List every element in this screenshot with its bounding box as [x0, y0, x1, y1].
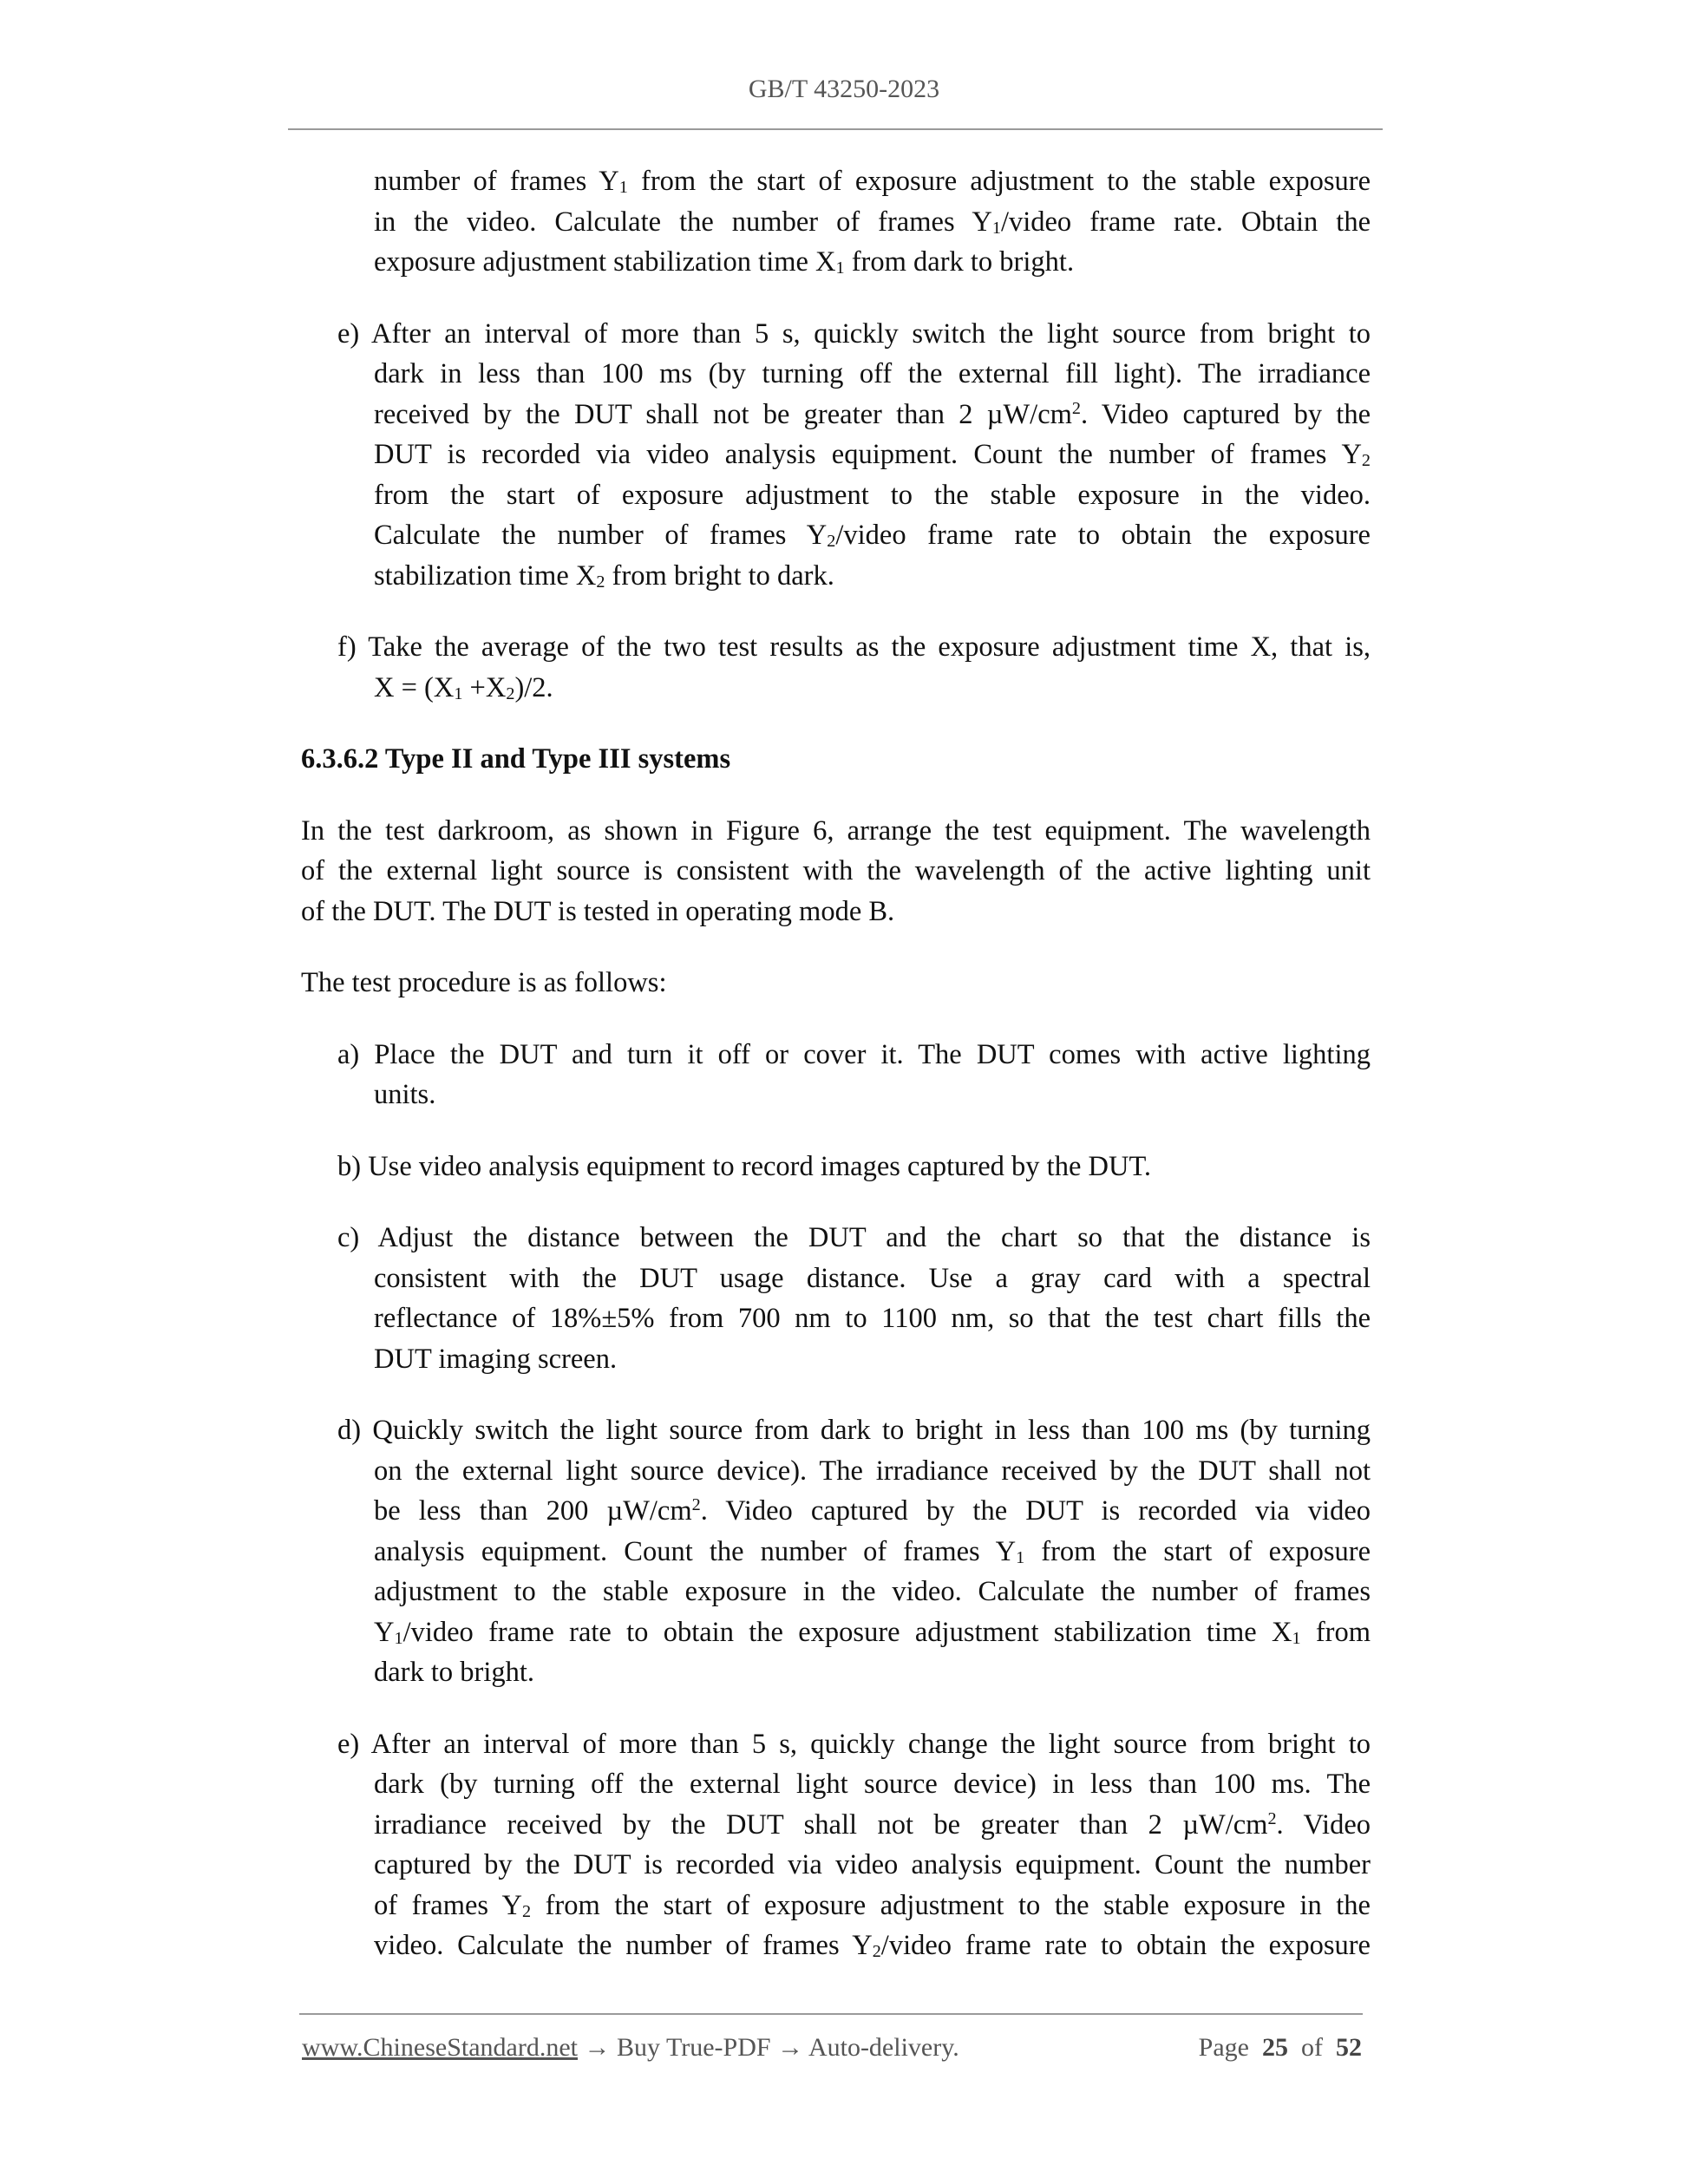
list-item [301, 314, 1371, 597]
text-line [337, 1410, 1371, 1451]
text-run: from the start of exposure adjustment to the stable exposure in the [531, 1889, 1371, 1921]
list-item [301, 1218, 1371, 1379]
subscript: 2 [521, 1901, 532, 1921]
buy-pdf-text: Buy True-PDF [617, 2033, 771, 2062]
text-run: captured by the DUT is recorded via video analysis equipment. Count the number [374, 1849, 1371, 1880]
text-run: Calculate the number of frames Y [374, 520, 828, 551]
text-run: /video frame rate to obtain the exposure [880, 1930, 1371, 1961]
of-label: of [1301, 2033, 1323, 2062]
text-line [374, 1764, 1371, 1805]
supscript: 2 [1267, 1808, 1277, 1828]
text-run: video. Calculate the number of frames Y [374, 1930, 873, 1961]
text-line [374, 1845, 1371, 1886]
subscript: 2 [827, 532, 836, 552]
text-run: 6.3.6.2 Type II and Type III systems [301, 743, 731, 775]
text-run: e) After an interval of more than 5 s, quickly change the light source from bright to [337, 1728, 1371, 1760]
text-run: d) Quickly switch the light source from dark to bright in less than 100 ms (by turning [337, 1415, 1371, 1446]
text-run: from dark to bright. [844, 246, 1075, 278]
text-run: of frames Y [374, 1889, 522, 1921]
text-run: of the DUT. The DUT is tested in operating mode B. [301, 895, 895, 927]
header-divider [288, 128, 1383, 130]
page-total: 52 [1336, 2033, 1362, 2062]
text-line [374, 1339, 1371, 1380]
paragraph [301, 963, 1371, 1004]
text-line [374, 1572, 1371, 1612]
footer-divider [299, 2013, 1363, 2015]
text-run: e) After an interval of more than 5 s, quickly switch the light source from bright to [337, 317, 1371, 350]
text-line [374, 1259, 1371, 1299]
text-run: . Video [1276, 1808, 1371, 1841]
text-line [374, 161, 1371, 202]
text-run: from bright to dark. [605, 559, 834, 592]
page-indicator [1199, 2033, 1362, 2063]
list-item-continuation [301, 161, 1371, 283]
list-item [301, 1147, 1371, 1187]
arrow-right-icon: → [777, 2033, 804, 2062]
text-run: dark to bright. [374, 1657, 535, 1688]
text-run: units. [374, 1079, 436, 1110]
text-run: a) Place the DUT and turn it off or cover it. The DUT comes with active lighting [337, 1038, 1371, 1070]
text-line [374, 1075, 1371, 1115]
text-run: /video frame rate. Obtain the [1000, 206, 1371, 238]
text-line [374, 1652, 1371, 1693]
text-line [374, 395, 1371, 435]
subscript: 1 [991, 218, 1001, 238]
text-line [374, 1298, 1371, 1339]
auto-delivery-text: Auto-delivery. [808, 2033, 959, 2062]
text-line [374, 354, 1371, 395]
arrow-right-icon: → [584, 2033, 611, 2062]
text-run: The test procedure is as follows: [301, 967, 667, 998]
text-line [374, 668, 1371, 709]
text-line [301, 739, 1371, 780]
text-run: +X [462, 671, 507, 703]
supscript: 2 [1071, 398, 1081, 418]
text-run: dark in less than 100 ms (by turning off the external fill light). The irradiance [374, 358, 1371, 389]
text-line [374, 556, 1371, 597]
text-run: X = (X [374, 671, 455, 703]
supscript: 2 [691, 1494, 701, 1514]
site-link[interactable]: www.ChineseStandard.net [302, 2033, 578, 2062]
text-run: exposure adjustment stabilization time X [374, 246, 836, 278]
footer-promo [302, 2033, 959, 2063]
page-body [301, 161, 1371, 1998]
text-run: In the test darkroom, as shown in Figure 6, arrange the test equipment. The wavelength [301, 814, 1371, 847]
subscript: 2 [596, 572, 605, 592]
text-run: /video frame rate to obtain the exposure adjustment stabilization time X [402, 1616, 1292, 1648]
text-line [337, 1724, 1371, 1765]
text-run: DUT is recorded via video analysis equipment. Count the number of frames Y [374, 439, 1362, 470]
text-line [337, 627, 1371, 668]
subscript: 1 [618, 178, 628, 198]
subscript: 1 [1016, 1547, 1025, 1567]
list-item [301, 1724, 1371, 1966]
page-label: Page [1198, 2033, 1249, 2062]
text-line [374, 1451, 1371, 1492]
subscript: 2 [506, 683, 515, 703]
text-line [374, 1926, 1371, 1966]
text-run: )/2. [514, 671, 553, 703]
text-line [301, 963, 1371, 1004]
subscript: 1 [454, 683, 463, 703]
text-line [337, 314, 1371, 355]
subscript: 1 [394, 1628, 403, 1648]
text-run: from the start of exposure adjustment to the stable exposure in the video. [374, 479, 1371, 511]
list-item [301, 627, 1371, 708]
text-run: on the external light source device). The irradiance received by the DUT shall not [374, 1455, 1371, 1487]
text-line [374, 1886, 1371, 1926]
list-item [301, 1410, 1371, 1693]
text-line [374, 515, 1371, 556]
text-line [374, 202, 1371, 243]
subscript: 1 [1292, 1628, 1301, 1648]
text-run: of the external light source is consistent with the wavelength of the active lighting unit [301, 855, 1371, 886]
subscript: 2 [1361, 451, 1371, 471]
text-line [337, 1218, 1371, 1259]
text-run: reflectance of 18%±5% from 700 nm to 1100 nm, so that the test chart fills the [374, 1303, 1371, 1334]
text-run: c) Adjust the distance between the DUT and the chart so that the distance is [337, 1222, 1371, 1253]
section-heading [301, 739, 1371, 780]
list-item [301, 1035, 1371, 1115]
text-line [374, 1532, 1371, 1573]
text-line [374, 1805, 1371, 1846]
text-line [374, 1612, 1371, 1653]
text-run: from the start of exposure [1024, 1535, 1371, 1567]
text-run: from the start of exposure adjustment to the stable exposure [627, 166, 1371, 197]
text-line [374, 242, 1371, 283]
text-run: f) Take the average of the two test results as the exposure adjustment time X, that is, [337, 631, 1371, 663]
text-run: from [1300, 1616, 1371, 1648]
text-run: in the video. Calculate the number of frames Y [374, 206, 992, 238]
text-run: b) Use video analysis equipment to record images captured by the DUT. [337, 1150, 1152, 1182]
subscript: 1 [835, 258, 845, 278]
document-id-header: GB/T 43250-2023 [748, 75, 940, 103]
text-line [301, 851, 1371, 892]
page-current: 25 [1262, 2033, 1288, 2062]
text-run: . Video captured by the DUT is recorded via video [700, 1495, 1371, 1527]
text-line [301, 811, 1371, 852]
text-run: /video frame rate to obtain the exposure [835, 520, 1371, 551]
text-run: number of frames Y [374, 166, 619, 197]
text-run: irradiance received by the DUT shall not be greater than 2 µW/cm [374, 1808, 1268, 1841]
text-run: DUT imaging screen. [374, 1343, 618, 1375]
text-run: Y [374, 1616, 395, 1648]
text-line [337, 1035, 1371, 1076]
text-run: consistent with the DUT usage distance. Use a gray card with a spectral [374, 1262, 1371, 1294]
text-run: dark (by turning off the external light source device) in less than 100 ms. The [374, 1769, 1371, 1800]
text-run: received by the DUT shall not be greater than 2 µW/cm [374, 398, 1072, 430]
text-run: . Video captured by the [1080, 398, 1371, 430]
text-run: be less than 200 µW/cm [374, 1495, 692, 1527]
subscript: 2 [872, 1942, 881, 1962]
text-run: stabilization time X [374, 559, 597, 592]
text-line [374, 475, 1371, 516]
text-run: adjustment to the stable exposure in the video. Calculate the number of frames [374, 1576, 1371, 1607]
text-line [374, 1491, 1371, 1532]
text-line [374, 435, 1371, 475]
paragraph [301, 811, 1371, 932]
text-run: analysis equipment. Count the number of frames Y [374, 1535, 1017, 1567]
text-line [301, 892, 1371, 932]
text-line [337, 1147, 1371, 1187]
